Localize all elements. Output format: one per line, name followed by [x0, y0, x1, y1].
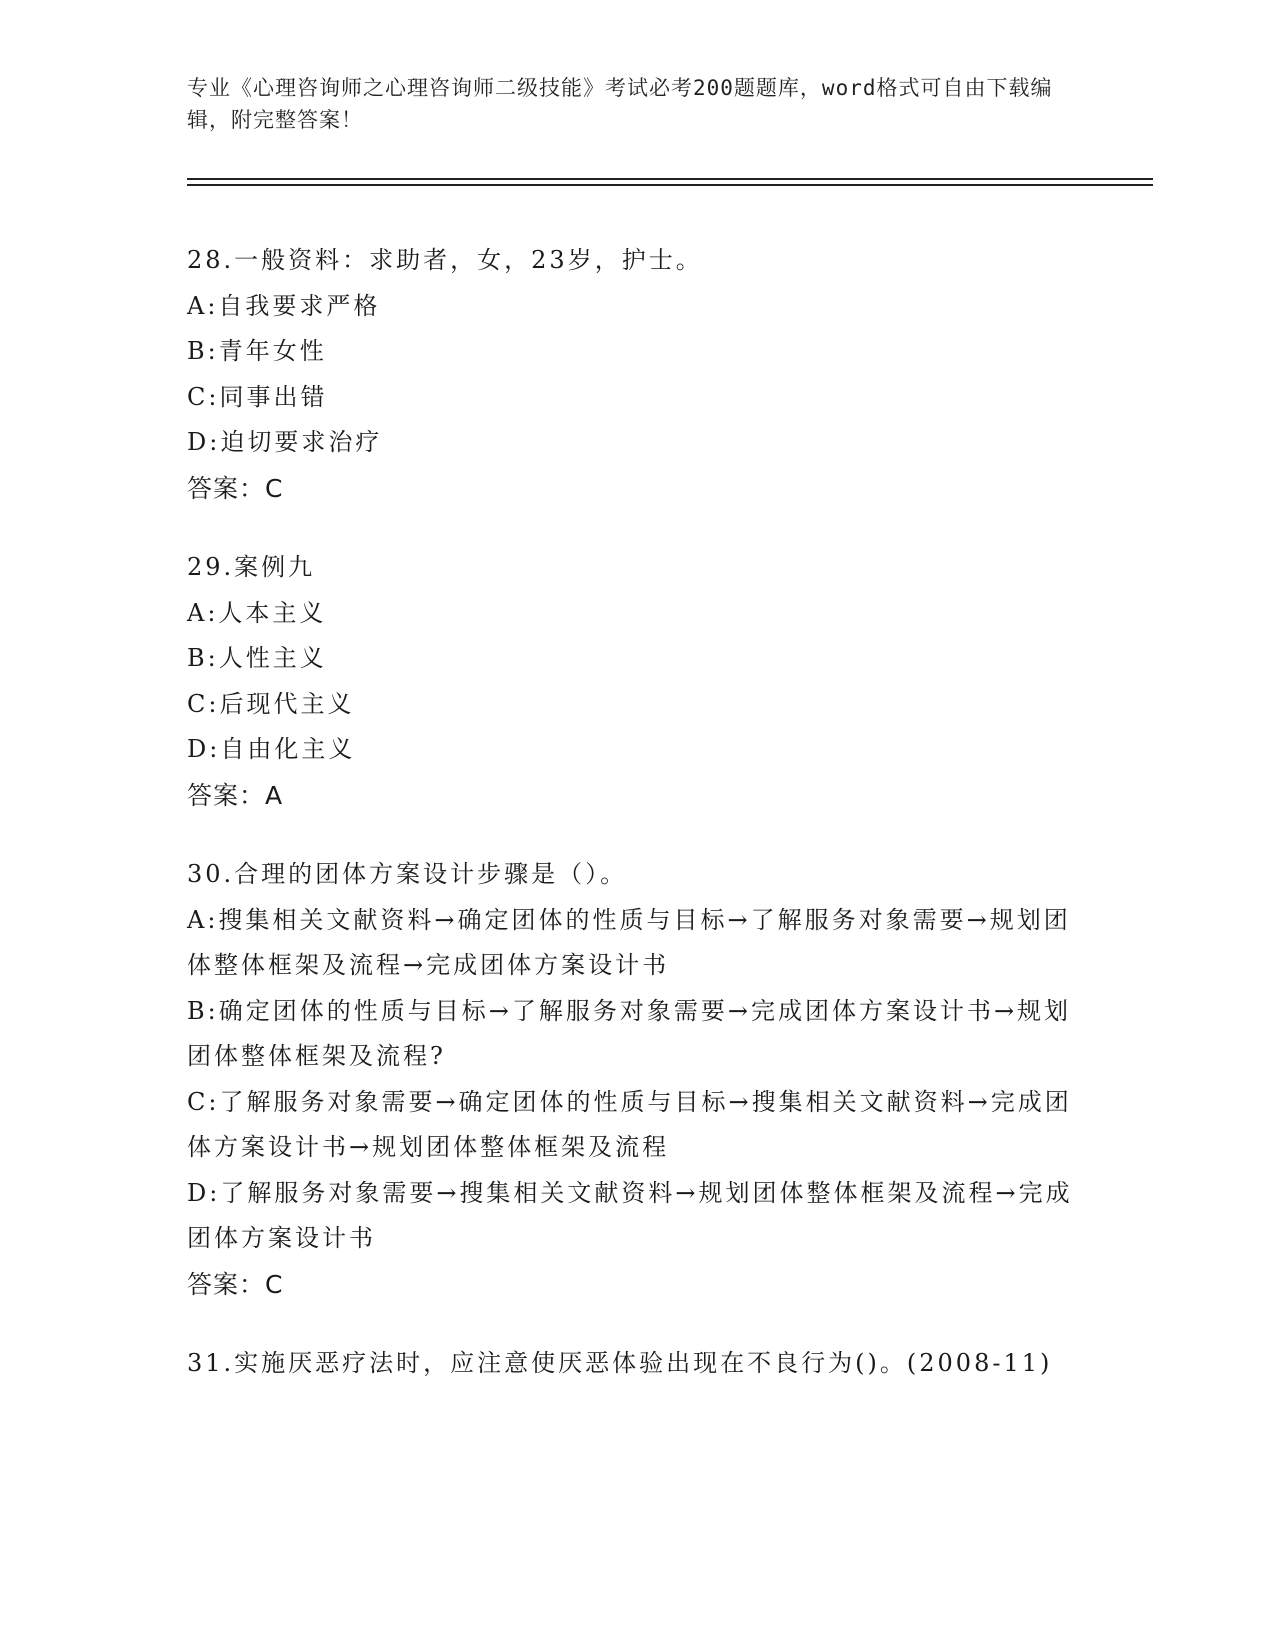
- option-c: C:同事出错: [187, 382, 328, 411]
- document-header: 专业《心理咨询师之心理咨询师二级技能》考试必考200题题库，word格式可自由下载编辑，附完整答案！: [187, 76, 1053, 132]
- question-stem: 28.一般资料：求助者，女，23岁，护士。: [187, 246, 703, 274]
- question-30: [187, 852, 1087, 1307]
- answer-label: 答案：C: [187, 1269, 284, 1299]
- option-a: A:搜集相关文献资料→确定团体的性质与目标→了解服务对象需要→规划团体整体框架及流程→完成团体方案设计书: [187, 905, 1071, 979]
- option-c: C:后现代主义: [187, 689, 355, 718]
- question-list: [187, 238, 1087, 1421]
- question-stem: 31.实施厌恶疗法时，应注意使厌恶体验出现在不良行为()。(2008-11): [187, 1349, 1053, 1377]
- option-b: B:确定团体的性质与目标→了解服务对象需要→完成团体方案设计书→规划团体整体框架及流程?: [187, 996, 1072, 1070]
- option-d: D:迫切要求治疗: [187, 428, 383, 456]
- option-a: A:自我要求严格: [187, 291, 381, 320]
- question-stem: 30.合理的团体方案设计步骤是（）。: [187, 860, 628, 888]
- option-a: A:人本主义: [187, 598, 327, 627]
- question-stem: 29.案例九: [187, 553, 316, 581]
- question-29: [187, 545, 1087, 818]
- option-b: B:人性主义: [187, 644, 327, 672]
- answer-label: 答案：A: [187, 780, 284, 810]
- answer-label: 答案：C: [187, 473, 284, 503]
- option-d: D:了解服务对象需要→搜集相关文献资料→规划团体整体框架及流程→完成团体方案设计书: [187, 1178, 1073, 1252]
- option-d: D:自由化主义: [187, 735, 356, 763]
- header-divider-bottom: [187, 184, 1153, 186]
- option-b: B:青年女性: [187, 337, 327, 365]
- header-divider-top: [187, 178, 1153, 180]
- option-c: C:了解服务对象需要→确定团体的性质与目标→搜集相关文献资料→完成团体方案设计书→规划团体整体框架及流程: [187, 1087, 1072, 1161]
- question-31: [187, 1341, 1087, 1387]
- question-28: [187, 238, 1087, 511]
